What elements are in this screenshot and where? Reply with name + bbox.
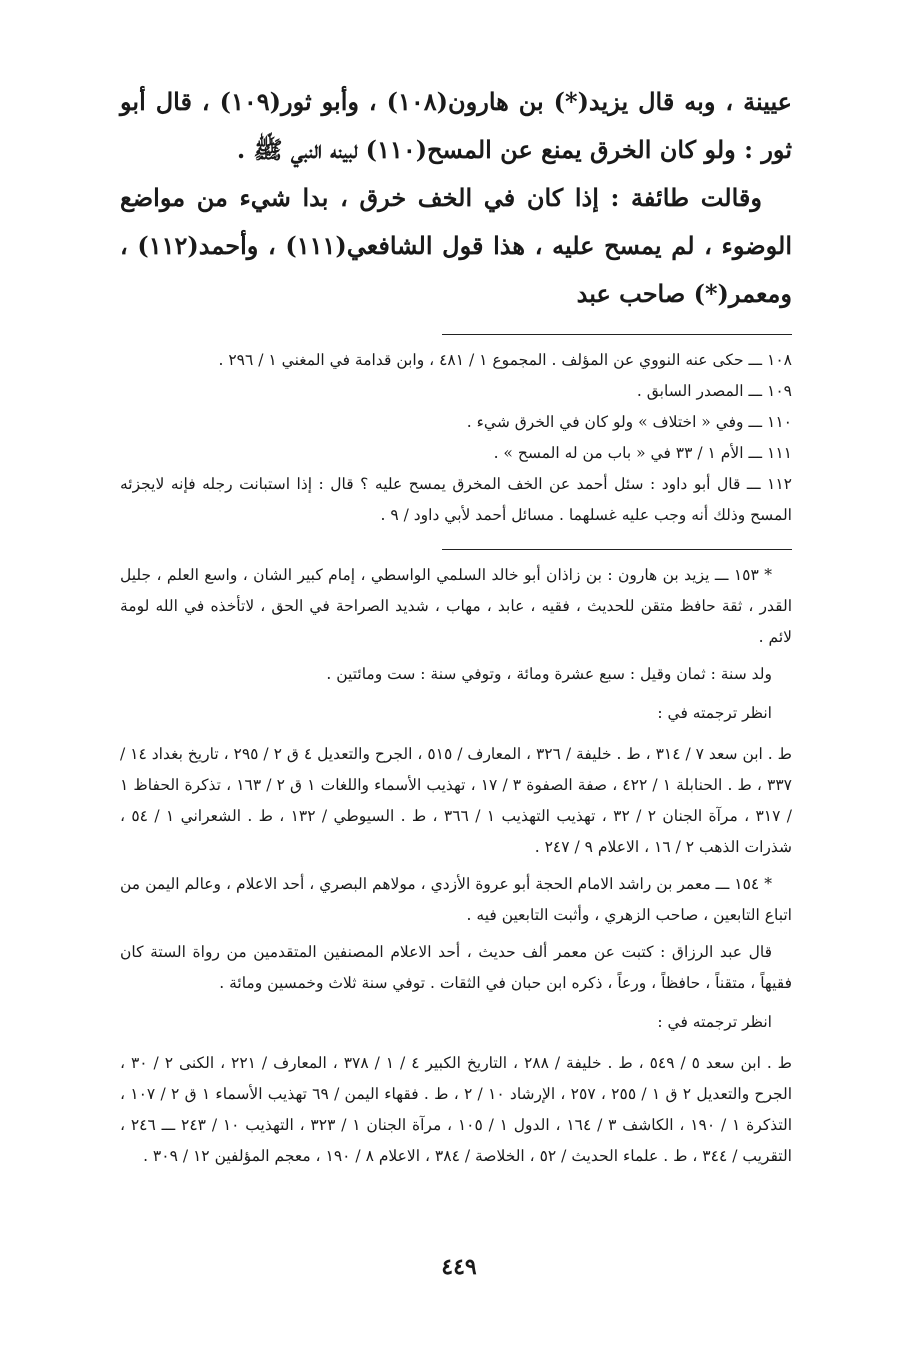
main-paragraph-2: وقالت طائفة : إذا كان في الخف خرق ، بدا شيء من مواضع الوضوء ، لم يمسح عليه ، هذا قول الشافعي(١١١) ، وأحمد(١١٢) ، ومعمر(*) صاحب عبد: [120, 183, 792, 308]
main-paragraph-1: عيينة ، وبه قال يزيد(*) بن هارون(١٠٨) ، وأبو ثور(١٠٩) ، قال أبو ثور : ولو كان الخرق يمنع عن المسح(١١٠) لبينه النبي ﷺ .: [120, 87, 793, 164]
footnote-109: ١٠٩ ـــ المصدر السابق .: [636, 382, 792, 400]
bio-154-references: ط . ابن سعد ٥ / ٥٤٩ ، ط . خليفة / ٢٨٨ ، التاريخ الكبير ٤ / ١ / ٣٧٨ ، المعارف / ٢٢١ ، الكنى ٢ / ٣٠ ، الجرح والتعديل ٢ ق ١ / ٢٥٥ ، ٢٥٧ ، الإرشاد ١٠ / ٢ ، ط . فقهاء اليمن / ٦٩ تهذيب الأسماء ١ ق ٢ / ١٠٧ ، التذكرة ١ / ١٩٠ ، الكاشف ٣ / ١٦٤ ، الدول ١ / ١٠٥ ، مرآة الجنان ١ / ٣٢٣ ، التهذيب ١٠ / ٢٤٣ ـــ ٢٤٦ ، التقريب / ٣٤٤ ، ط . علماء الحديث / ٥٢ ، الخلاصة / ٣٨٤ ، الاعلام ٨ / ١٩٠ ، معجم المؤلفين ١٢ / ٣٠٩ .: [120, 1054, 793, 1165]
bio-154-quote: قال عبد الرزاق : كتبت عن معمر ألف حديث ، أحد الاعلام المصنفين المتقدمين من رواة الستة كان فقيهاً ، متقناً ، حافظاً ، ورعاً ، ذكره ابن حبان في الثقات . توفي سنة ثلاث وخمسين ومائة .: [120, 943, 792, 992]
page-number: ٤٤٩: [441, 1254, 477, 1280]
footnote-112: ١١٢ ـــ قال أبو داود : سئل أحمد عن الخف المخرق يمسح عليه ؟ قال : إذا استبانت رجله فإنه لايجزئه المسح وذلك أنه وجب عليه غسلهما . مسائل أحمد لأبي داود / ٩ .: [120, 475, 792, 524]
bio-153-see-also: انظر ترجمته في :: [657, 704, 772, 722]
main-text: [120, 78, 792, 318]
bio-153-birth: ولد سنة : ثمان وقيل : سبع عشرة ومائة ، وتوفي سنة : ست ومائتين .: [326, 665, 772, 683]
footnote-108: ١٠٨ ـــ حكى عنه النووي عن المؤلف . المجموع ١ / ٤٨١ ، وابن قدامة في المغني ١ / ٢٩٦ .: [218, 351, 792, 369]
bio-153-intro: * ١٥٣ ـــ يزيد بن هارون : بن زاذان أبو خالد السلمي الواسطي ، إمام كبير الشان ، واسع العلم ، جليل القدر ، ثقة حافظ متقن للحديث ، فقيه ، عابد ، مهاب ، شديد الصراحة في الحق ، لاتأخذه في الله لومة لائم .: [120, 566, 792, 646]
footnote-divider: [442, 334, 792, 335]
biographies: [120, 560, 792, 1172]
bio-154-intro: * ١٥٤ ـــ معمر بن راشد الامام الحجة أبو عروة الأزدي ، مولاهم البصري ، أحد الاعلام ، وعالم اليمن من اتباع التابعين ، صاحب الزهري ، وأثبت التابعين فيه .: [120, 875, 792, 924]
footnotes: [120, 345, 792, 531]
footnote-110: ١١٠ ـــ وفي « اختلاف » ولو كان في الخرق شيء .: [466, 413, 792, 431]
footnote-111: ١١١ ـــ الأم ١ / ٣٣ في « باب من له المسح » .: [493, 444, 792, 462]
page-content: [120, 78, 792, 1178]
bio-153-references: ط . ابن سعد ٧ / ٣١٤ ، ط . خليفة / ٣٢٦ ، المعارف / ٥١٥ ، الجرح والتعديل ٤ ق ٢ / ٢٩٥ ، تاريخ بغداد ١٤ / ٣٣٧ ، ط . الحنابلة ١ / ٤٢٢ ، صفة الصفوة ٣ / ١٧ ، تهذيب الأسماء واللغات ١ ق ٢ / ١٦٣ ، تذكرة الحفاظ ١ / ٣١٧ ، مرآة الجنان ٢ / ٣٢ ، تهذيب التهذيب ١ / ٣٦٦ ، ط . السيوطي / ١٣٢ ، ط . الشعراني ١ / ٥٤ ، شذرات الذهب ٢ / ١٦ ، الاعلام ٩ / ٢٤٧ .: [120, 745, 793, 856]
bio-154-see-also: انظر ترجمته في :: [657, 1013, 772, 1031]
biography-divider: [442, 549, 792, 550]
